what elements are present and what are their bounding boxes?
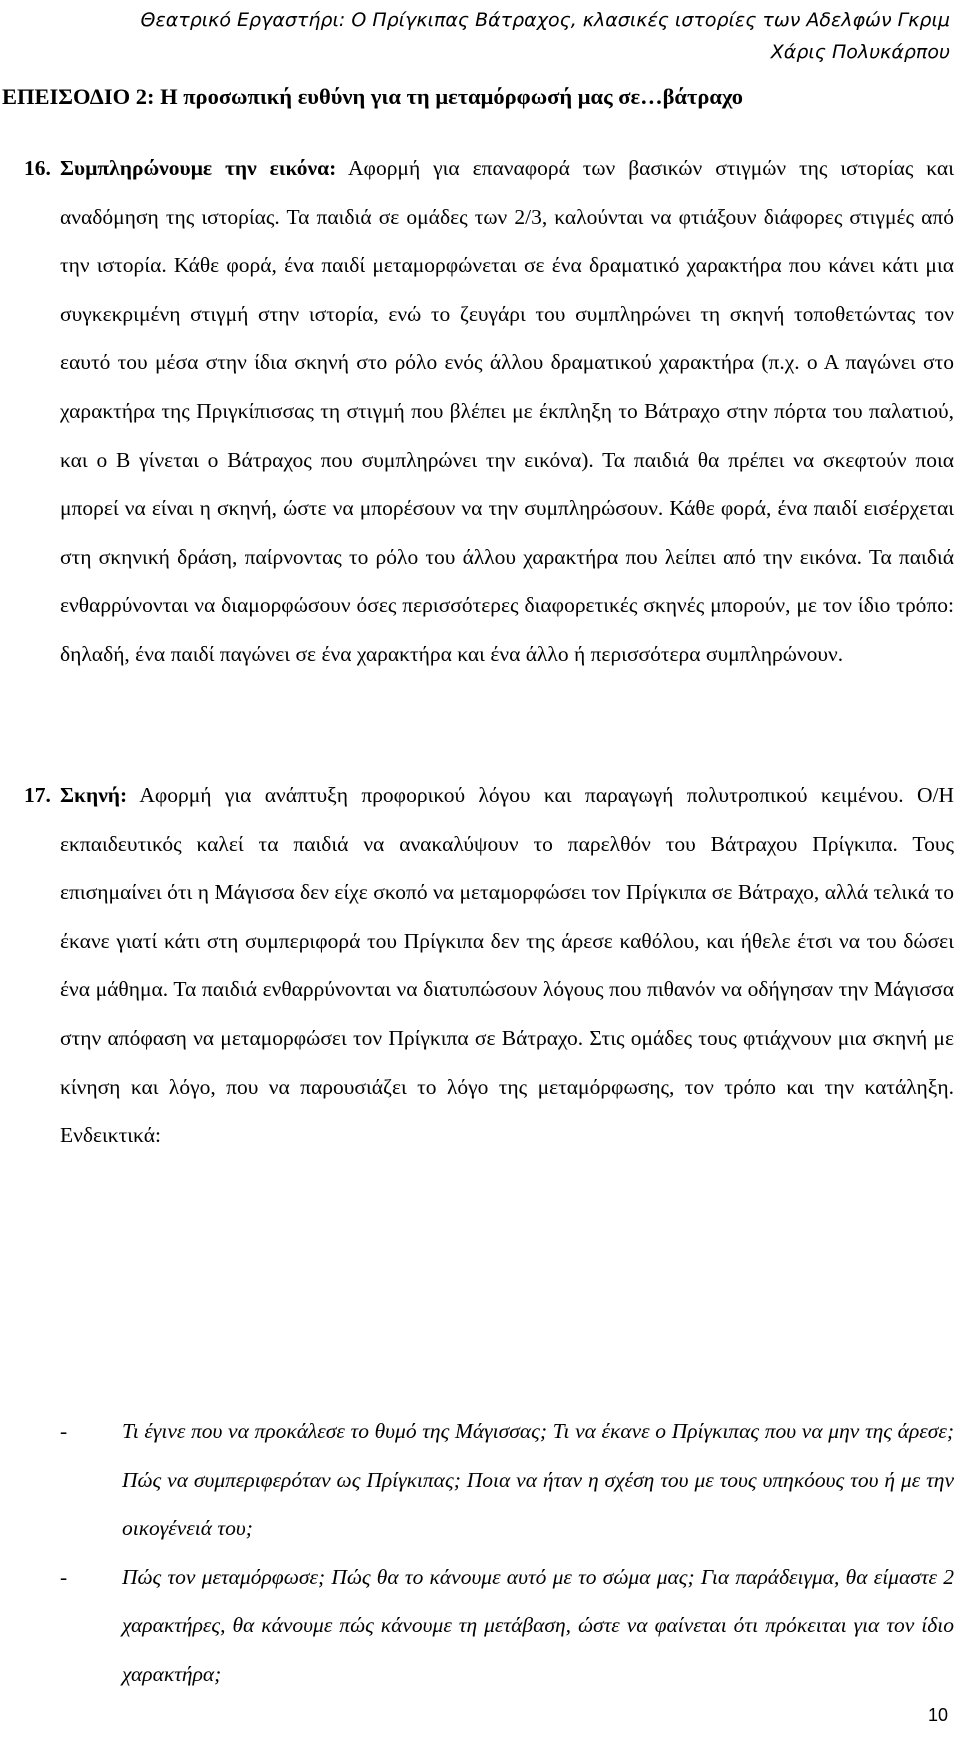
indicative-questions-list [60, 1407, 954, 1699]
activity-17-number: 17. [24, 783, 51, 807]
running-header [10, 4, 950, 68]
activity-17 [24, 771, 954, 1160]
list-item-text: Τι έγινε που να προκάλεσε το θυμό της Μάγισσας; Τι να έκανε ο Πρίγκιπας που να μην της άρεσε; Πώς να συμπεριφερόταν ως Πρίγκιπας; Ποια να ήταν η σχέση του με τους υπηκόους του ή με την οικογένειά του; [122, 1419, 954, 1541]
activity-16 [24, 144, 954, 679]
header-author: Χάρις Πολυκάρπου [770, 41, 950, 63]
list-item [60, 1407, 954, 1553]
list-item [60, 1553, 954, 1699]
bullet-dash: - [60, 1419, 68, 1443]
list-item-text: Πώς τον μεταμόρφωσε; Πώς θα το κάνουμε αυτό με το σώμα μας; Για παράδειγμα, θα είμαστε 2 χαρακτήρες, θα κάνουμε πώς κάνουμε τη μετάβαση, ώστε να φαίνεται ότι πρόκειται για τον ίδιο χαρακτήρα; [122, 1564, 954, 1686]
header-title: Θεατρικό Εργαστήρι: Ο Πρίγκιπας Βάτραχος, κλασικές ιστορίες των Αδελφών Γκριμ [140, 9, 950, 31]
activity-17-text: Αφορμή για ανάπτυξη προφορικού λόγου και παραγωγή πολυτροπικού κειμένου. Ο/Η εκπαιδευτικός καλεί τα παιδιά να ανακαλύψουν το παρελθόν του Βάτραχου Πρίγκιπα. Τους επισημαίνει ότι η Μάγισσα δεν είχε σκοπό να μεταμορφώσει τον Πρίγκιπα σε Βάτραχο, αλλά τελικά το έκανε γιατί κάτι στη συμπεριφορά του Πρίγκιπα δεν της άρεσε καθόλου, και ήθελε έτσι να του δώσει ένα μάθημα. Τα παιδιά ενθαρρύνονται να διατυπώσουν λόγους που πιθανόν να οδήγησαν την Μάγισσα στην απόφαση να μεταμορφώσει τον Πρίγκιπα σε Βάτραχο. Στις ομάδες τους φτιάχνουν μια σκηνή με κίνηση και λόγο, που να παρουσιάζει το λόγο της μεταμόρφωσης, τον τρόπο και την κατάληξη. Ενδεικτικά: [60, 783, 954, 1148]
bullet-dash: - [60, 1564, 68, 1589]
page-number: 10 [927, 1705, 948, 1725]
activity-16-heading: Συμπληρώνουμε την εικόνα: [60, 156, 337, 180]
activity-17-heading: Σκηνή: [60, 783, 128, 807]
episode-title: ΕΠΕΙΣΟΔΙΟ 2: Η προσωπική ευθύνη για τη μεταμόρφωσή μας σε…βάτραχο [2, 84, 743, 109]
activity-16-number: 16. [24, 156, 51, 180]
activity-16-text: Αφορμή για επαναφορά των βασικών στιγμών της ιστορίας και αναδόμηση της ιστορίας. Τα παιδιά σε ομάδες των 2/3, καλούνται να φτιάξουν διάφορες στιγμές από την ιστορία. Κάθε φορά, ένα παιδί μεταμορφώνεται σε ένα δραματικό χαρακτήρα που κάνει κάτι μια συγκεκριμένη στιγμή στην ιστορία, ενώ το ζευγάρι του συμπληρώνει τη σκηνή τοποθετώντας τον εαυτό του μέσα στην ίδια σκηνή στο ρόλο ενός άλλου δραματικού χαρακτήρα (π.χ. ο Α παγώνει στο χαρακτήρα της Πριγκίπισσας τη στιγμή που βλέπει με έκπληξη το Βάτραχο στην πόρτα του παλατιού, και ο Β γίνεται ο Βάτραχος που συμπληρώνει την εικόνα). Τα παιδιά θα πρέπει να σκεφτούν ποια μπορεί να είναι η σκηνή, ώστε να μπορέσουν να την συμπληρώσουν. Κάθε φορά, ένα παιδί εισέρχεται στη σκηνική δράση, παίρνοντας το ρόλο του άλλου χαρακτήρα που λείπει από την εικόνα. Τα παιδιά ενθαρρύνονται να διαμορφώσουν όσες περισσότερες διαφορετικές σκηνές μπορούν, με τον ίδιο τρόπο: δηλαδή, ένα παιδί παγώνει σε ένα χαρακτήρα και ένα άλλο ή περισσότερα συμπληρώνουν. [60, 156, 954, 666]
